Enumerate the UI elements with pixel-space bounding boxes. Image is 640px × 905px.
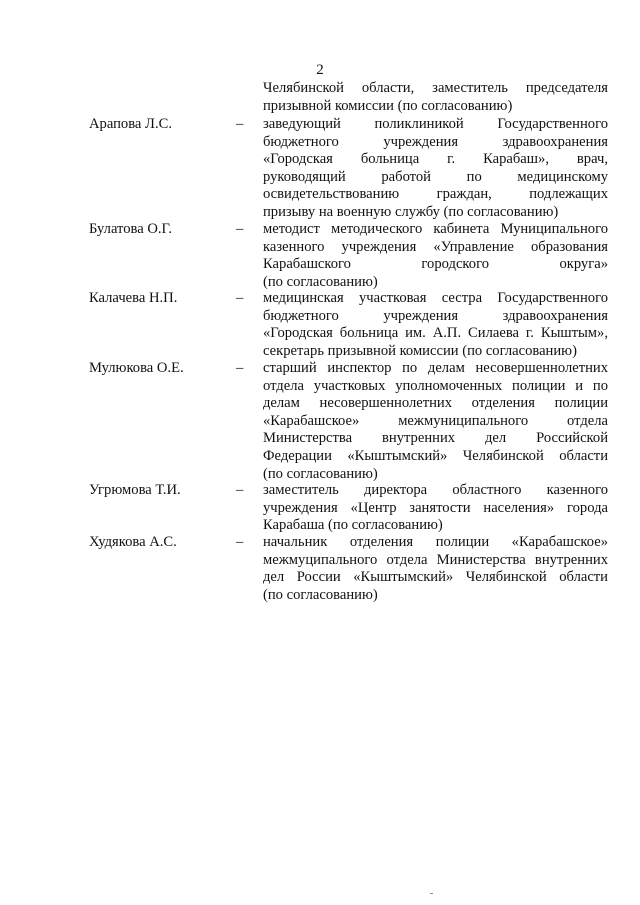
role-line: секретарь призывной комиссии (по согласованию) <box>263 342 577 359</box>
role-line: отдела участковых уполномоченных полиции и по <box>263 377 608 394</box>
dash-separator: – <box>236 116 244 132</box>
role-line: дел России «Кыштымский» Челябинской области <box>263 569 608 586</box>
role-line: Федерации «Кыштымский» Челябинской области <box>263 447 608 464</box>
role-line: (по согласованию) <box>263 465 378 482</box>
role-line: заведующий поликлиникой Государственного <box>263 116 608 132</box>
member-role <box>263 290 608 360</box>
role-line: руководящий работой по медицинскому <box>263 168 608 185</box>
role-line: освидетельствованию граждан, подлежащих <box>263 186 608 203</box>
role-line: методист методического кабинета Муниципального <box>263 221 608 237</box>
intro-continuation <box>263 80 608 115</box>
member-role <box>263 360 608 483</box>
role-line: старший инспектор по делам несовершеннолетних <box>263 360 608 376</box>
role-line: «Городская больница им. А.П. Силаева г. Кыштым», <box>263 325 608 342</box>
role-line: бюджетного учреждения здравоохранения <box>263 307 608 324</box>
role-line: начальник отделения полиции «Карабашское» <box>263 534 608 550</box>
dash-separator: – <box>236 534 244 550</box>
dash-separator: – <box>236 482 244 498</box>
role-line: (по согласованию) <box>263 273 378 290</box>
role-line: (по согласованию) <box>263 586 378 603</box>
dash-separator: – <box>236 360 244 376</box>
dash-separator: – <box>236 290 244 306</box>
role-line: делам несовершеннолетних отделения полиции <box>263 395 608 412</box>
member-role <box>263 221 608 291</box>
role-line: медицинская участковая сестра Государственного <box>263 290 608 306</box>
member-name: Арапова Л.С. <box>89 116 172 132</box>
role-line: «Карабашское» межмуниципального отдела <box>263 412 608 429</box>
role-line: Министерства внутренних дел Российской <box>263 430 608 447</box>
intro-line: Челябинской области, заместитель председателя <box>263 80 608 96</box>
member-role <box>263 534 608 604</box>
scan-speck <box>430 893 433 894</box>
intro-line: призывной комиссии (по согласованию) <box>263 97 513 114</box>
member-name: Худякова А.С. <box>89 534 177 550</box>
role-line: казенного учреждения «Управление образования <box>263 238 608 255</box>
dash-separator: – <box>236 221 244 237</box>
member-name: Калачева Н.П. <box>89 290 178 306</box>
page-number: 2 <box>316 62 324 78</box>
role-line: бюджетного учреждения здравоохранения <box>263 133 608 150</box>
member-name: Угрюмова Т.И. <box>89 482 181 498</box>
member-role <box>263 482 608 535</box>
role-line: «Городская больница г. Карабаш», врач, <box>263 151 608 168</box>
role-line: призыву на военную службу (по согласованию) <box>263 203 559 220</box>
member-role <box>263 116 608 222</box>
member-name: Булатова О.Г. <box>89 221 172 237</box>
role-line: Карабаша (по согласованию) <box>263 517 443 534</box>
role-line: заместитель директора областного казенного <box>263 482 608 498</box>
role-line: Карабашского городского округа» <box>263 256 608 273</box>
member-name: Мулюкова О.Е. <box>89 360 184 376</box>
role-line: учреждения «Центр занятости населения» города <box>263 499 608 516</box>
role-line: межмуципального отдела Министерства внутренних <box>263 551 608 568</box>
